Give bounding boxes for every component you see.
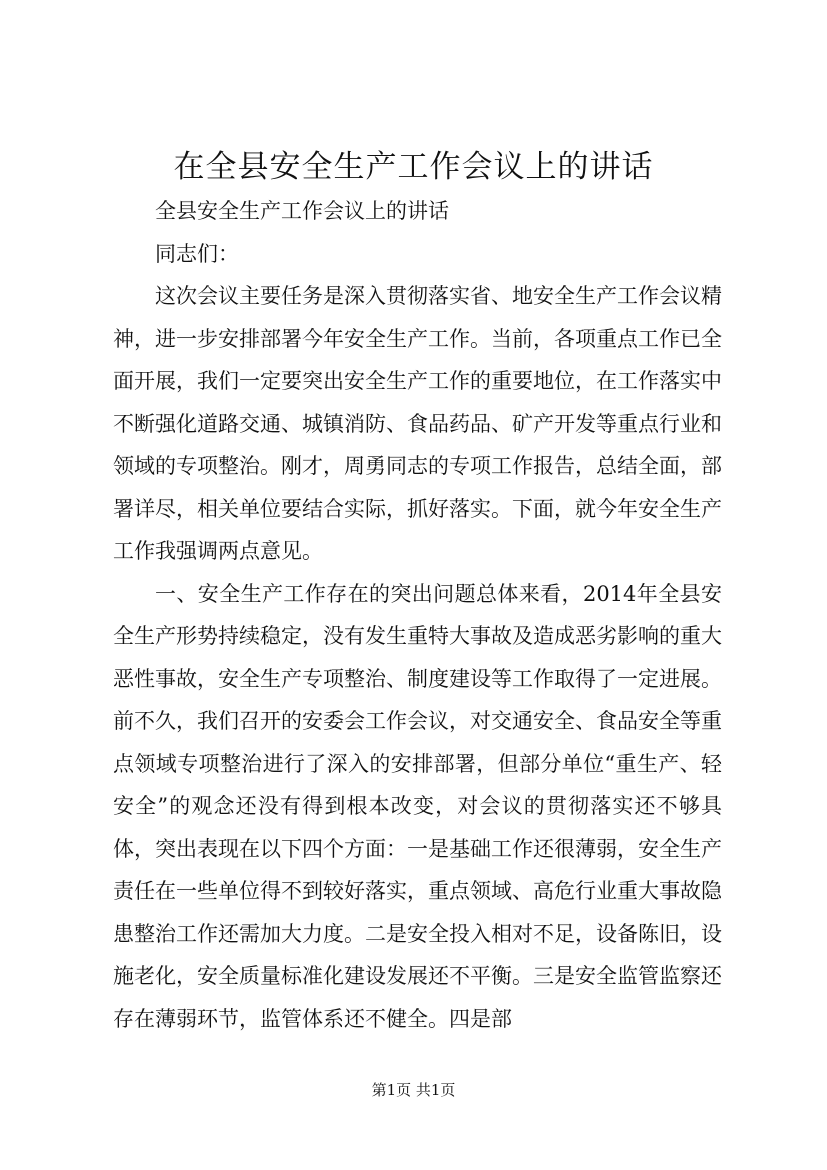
paragraph-salutation: 同志们： [155, 241, 239, 266]
paragraph-section-one: 一、安全生产工作存在的突出问题总体来看，2014年全县安全生产形势持续稳定，没有发生重特大事故及造成恶劣影响的重大恶性事故，安全生产专项整治、制度建设等工作取得了一定进展。前不久，我们召开的安委会工作会议，对交通安全、食品安全等重点领域专项整治进行了深入的安排部署，但部分单位“重生产、轻安全”的观念还没有得到根本改变，对会议的贯彻落实还不够具体，突出表现在以下四个方面：一是基础工作还很薄弱，安全生产责任在一些单位得不到较好落实，重点领域、高危行业重大事故隐患整治工作还需加大力度。二是安全投入相对不足，设备陈旧，设施老化，安全质量标准化建设发展还不平衡。三是安全监管监察还存在薄弱环节，监管体系还不健全。四是部 [113, 581, 722, 1031]
page-number-footer: 第1页 共1页 [371, 1081, 456, 1099]
paragraph-subtitle: 全县安全生产工作会议上的讲话 [155, 199, 449, 223]
document-title: 在全县安全生产工作会议上的讲话 [173, 149, 654, 185]
document-body [113, 190, 722, 1040]
paragraph-intro: 这次会议主要任务是深入贯彻落实省、地安全生产工作会议精神，进一步安排部署今年安全生产工作。当前，各项重点工作已全面开展，我们一定要突出安全生产工作的重要地位，在工作落实中不断强化道路交通、城镇消防、食品药品、矿产开发等重点行业和领域的专项整治。刚才，周勇同志的专项工作报告，总结全面，部署详尽，相关单位要结合实际，抓好落实。下面，就今年安全生产工作我强调两点意见。 [113, 284, 722, 563]
